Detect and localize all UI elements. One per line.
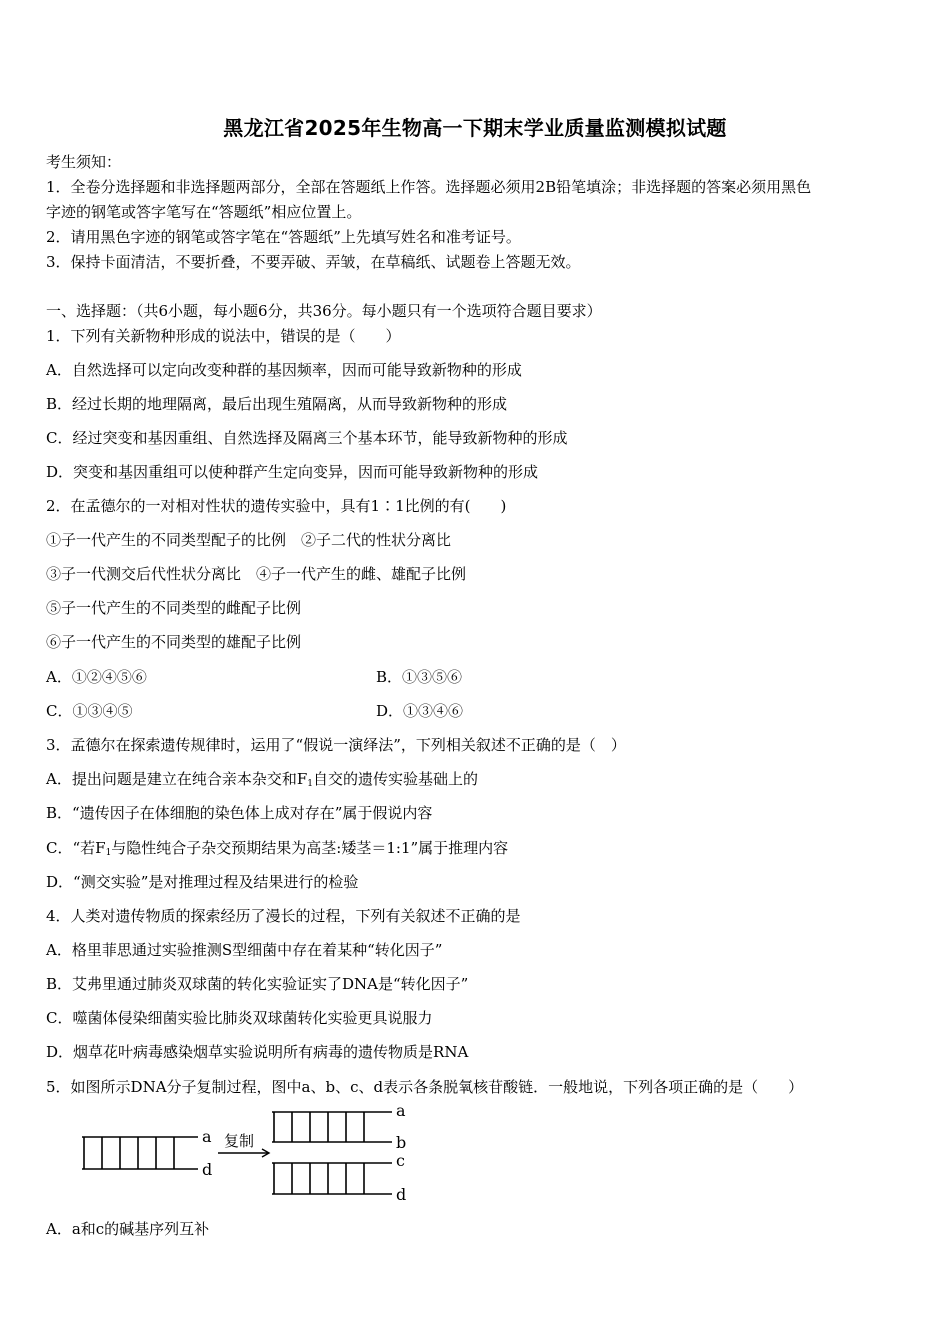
label-a2: a bbox=[396, 1101, 406, 1120]
label-a: a bbox=[202, 1127, 212, 1146]
arrow-label: 复制 bbox=[224, 1132, 255, 1150]
q3-stem: 3．孟德尔在探索遗传规律时，运用了“假说一演绎法”，下列相关叙述不正确的是（ ） bbox=[46, 736, 626, 754]
q3-option-a: A．提出问题是建立在纯合亲本杂交和$F_1$自交的遗传实验基础上的 bbox=[46, 770, 478, 789]
q1-option-d: D．突变和基因重组可以使种群产生定向变异，因而可能导致新物种的形成 bbox=[46, 463, 539, 481]
label-c: c bbox=[396, 1151, 405, 1170]
q2-item-4: ⑥子一代产生的不同类型的雄配子比例 bbox=[46, 633, 302, 651]
notice-item-3: 3．保持卡面清洁，不要折叠，不要弄破、弄皱，在草稿纸、试题卷上答题无效。 bbox=[46, 253, 581, 271]
q1-option-c: C．经过突变和基因重组、自然选择及隔离三个基本环节，能导致新物种的形成 bbox=[46, 429, 568, 447]
arrow-icon bbox=[218, 1149, 269, 1157]
notice-item-1-cont: 字迹的钢笔或答字笔写在“答题纸”相应位置上。 bbox=[46, 203, 362, 221]
q5-option-a: A．a和c的碱基序列互补 bbox=[46, 1220, 210, 1238]
q2-option-b: B．①③⑤⑥ bbox=[376, 668, 463, 686]
q2-option-c: C．①③④⑤ bbox=[46, 702, 133, 720]
q1-stem: 1．下列有关新物种形成的说法中，错误的是（ ） bbox=[46, 327, 401, 345]
label-b: b bbox=[396, 1133, 407, 1152]
notice-item-2: 2．请用黑色字迹的钢笔或答字笔在“答题纸”上先填写姓名和准考证号。 bbox=[46, 228, 521, 246]
q2-item-3: ⑤子一代产生的不同类型的雌配子比例 bbox=[46, 599, 302, 617]
q5-stem: 5．如图所示DNA分子复制过程，图中a、b、c、d表示各条脱氧核苷酸链．一般地说，下列各项正确的是（ ） bbox=[46, 1078, 804, 1096]
q1-option-a: A．自然选择可以定向改变种群的基因频率，因而可能导致新物种的形成 bbox=[46, 361, 522, 379]
q2-stem: 2．在孟德尔的一对相对性状的遗传实验中，具有1∶1比例的有( ) bbox=[46, 497, 507, 515]
q2-option-d: D．①③④⑥ bbox=[376, 702, 464, 720]
q4-option-a: A．格里菲思通过实验推测S型细菌中存在着某种“转化因子” bbox=[46, 941, 443, 959]
q3-option-d: D．“测交实验”是对推理过程及结果进行的检验 bbox=[46, 873, 359, 891]
q1-option-b: B．经过长期的地理隔离，最后出现生殖隔离，从而导致新物种的形成 bbox=[46, 395, 508, 413]
q3-option-c: C．“若$F_1$与隐性纯合子杂交预期结果为高茎:矮茎＝1:1”属于推理内容 bbox=[46, 839, 509, 858]
parent-dna bbox=[82, 1137, 198, 1169]
q3-option-b: B．“遗传因子在体细胞的染色体上成对存在”属于假说内容 bbox=[46, 804, 433, 822]
q2-option-a: A．①②④⑤⑥ bbox=[46, 668, 147, 686]
label-d: d bbox=[202, 1160, 213, 1179]
q4-option-c: C．噬菌体侵染细菌实验比肺炎双球菌转化实验更具说服力 bbox=[46, 1009, 433, 1027]
page-title: 黑龙江省2025年生物高一下期末学业质量监测模拟试题 bbox=[223, 116, 727, 140]
q2-item-1: ①子一代产生的不同类型配子的比例 ②子二代的性状分离比 bbox=[46, 531, 452, 549]
q4-stem: 4．人类对遗传物质的探索经历了漫长的过程，下列有关叙述不正确的是 bbox=[46, 907, 521, 925]
daughter-dna-bottom bbox=[272, 1163, 392, 1194]
dna-replication-diagram bbox=[78, 1096, 418, 1208]
notice-item-1: 1．全卷分选择题和非选择题两部分，全部在答题纸上作答。选择题必须用2B铅笔填涂；非选择题的答案必须用黑色 bbox=[46, 178, 812, 196]
q4-option-d: D．烟草花叶病毒感染烟草实验说明所有病毒的遗传物质是RNA bbox=[46, 1043, 469, 1061]
q4-option-b: B．艾弗里通过肺炎双球菌的转化实验证实了DNA是“转化因子” bbox=[46, 975, 469, 993]
section-heading: 一、选择题：（共6小题，每小题6分，共36分。每小题只有一个选项符合题目要求） bbox=[46, 302, 602, 320]
label-d2: d bbox=[396, 1185, 407, 1204]
daughter-dna-top bbox=[272, 1112, 392, 1142]
notice-heading: 考生须知： bbox=[46, 153, 122, 171]
q2-item-2: ③子一代测交后代性状分离比 ④子一代产生的雌、雄配子比例 bbox=[46, 565, 467, 583]
